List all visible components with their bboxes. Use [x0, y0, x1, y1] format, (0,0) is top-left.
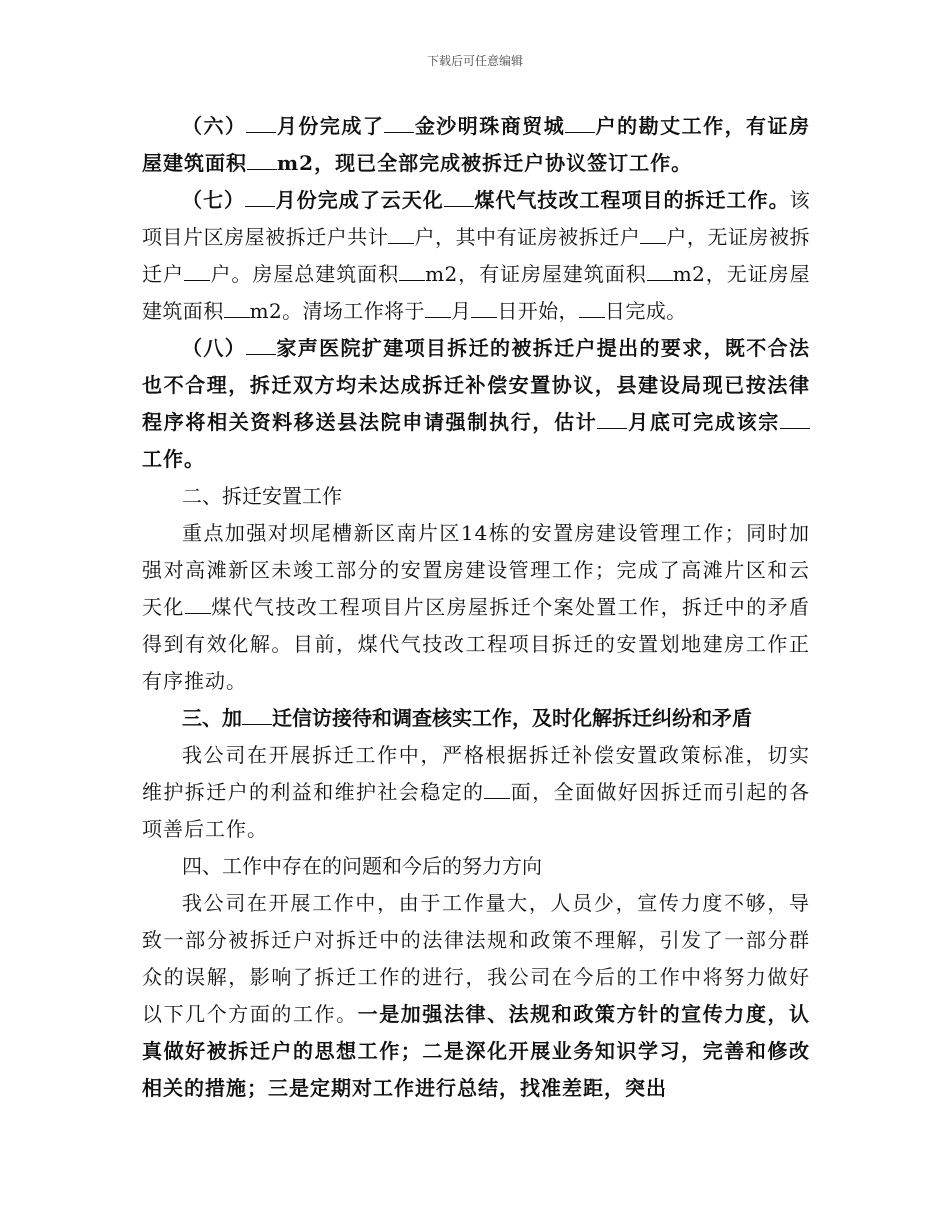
item-6-text: 户的勘丈工作，有证房屋建筑面积	[142, 114, 811, 175]
blank-field	[640, 242, 666, 244]
paragraph-item-6	[142, 108, 810, 182]
section-4-text: 一是加强法律、法规和政策方针的宣传力度，认真做好被拆迁户的思想工作；二是深化开展业务知识学习，完善和修改相关的措施；三是定期对工作进行总结，找准差距，突出	[142, 1002, 811, 1100]
section-3-text: 我公司在开展拆迁工作中，严格根据拆迁补偿安置政策标准，切实维护拆迁户的利益和维护社会稳定的	[142, 743, 810, 804]
blank-field	[242, 723, 272, 725]
page-header-note: 下载后可任意编辑	[426, 54, 523, 68]
section-heading-2: 二、拆迁安置工作	[182, 484, 342, 508]
item-7-text: 日完成。	[604, 299, 687, 323]
item-7-text: 煤代气技改工程项目的拆迁工作。	[473, 188, 790, 212]
item-7-label: （七）	[182, 188, 246, 212]
item-7-text: 该项目片区房屋被拆迁户共计	[142, 188, 811, 249]
paragraph-item-7	[142, 182, 810, 330]
item-7-text: m2。清场工作将于	[249, 299, 425, 323]
section-4-body	[142, 885, 810, 1107]
item-7-text: 月份完成了云天化	[275, 188, 444, 212]
section-heading-4: 四、工作中存在的问题和今后的努力方向	[182, 854, 542, 878]
item-7-text: 户，无证房被拆迁户	[142, 225, 810, 286]
blank-field	[184, 279, 210, 281]
section-3-title: 三、加	[182, 706, 242, 730]
blank-field	[647, 279, 673, 281]
item-6-text: m2，现已全部完成被拆迁户协议签订工作。	[277, 151, 693, 175]
section-heading-3	[142, 700, 810, 737]
item-7-text: 日开始，	[497, 299, 579, 323]
blank-field	[185, 612, 211, 614]
blank-field	[384, 131, 414, 133]
blank-field	[471, 316, 497, 318]
paragraph-item-8	[142, 330, 810, 478]
blank-field	[246, 353, 276, 355]
section-2-text: 煤代气技改工程项目片区房屋拆迁个案处置工作，拆迁中的矛盾得到有效化解。目前，煤代气技改工程项目拆迁的安置划地建房工作正有序推动。	[142, 595, 811, 693]
blank-field	[597, 427, 627, 429]
blank-field	[780, 427, 810, 429]
item-7-text: m2，有证房屋建筑面积	[425, 262, 647, 286]
section-2-text: 重点加强对坝尾槽新区南片区14栋的安置房建设管理工作；同时加强对高滩新区未竣工部分的安置房建设管理工作；完成了高滩片区和云天化	[142, 521, 810, 619]
blank-field	[484, 797, 510, 799]
blank-field	[246, 131, 276, 133]
section-3-body	[142, 737, 810, 848]
item-6-text: 月份完成了	[276, 114, 385, 138]
section-2-body	[142, 515, 810, 700]
item-8-text: 家声医院扩建项目拆迁的被拆迁户提出的要求，既不合法也不合理，拆迁双方均未达成拆迁补偿安置协议，县建设局现已按法律程序将相关资料移送县法院申请强制执行，估计	[142, 336, 811, 434]
blank-field	[247, 168, 277, 170]
item-7-text: m2，无证房屋建筑面积	[142, 262, 810, 323]
item-8-text: 工作。	[142, 447, 205, 471]
blank-field	[425, 316, 451, 318]
item-7-text: 月	[450, 299, 472, 323]
item-6-text: 金沙明珠商贸城	[414, 114, 566, 138]
section-3-title: 迁信访接待和调查核实工作，及时化解拆迁纠纷和矛盾	[272, 706, 752, 730]
item-7-text: 户。房屋总建筑面积	[209, 262, 400, 286]
blank-field	[399, 279, 425, 281]
blank-field	[579, 316, 605, 318]
blank-field	[388, 242, 414, 244]
item-8-label: （八）	[182, 336, 247, 360]
blank-field	[224, 316, 250, 318]
section-4-text: 我公司在开展工作中，由于工作量大，人员少，宣传力度不够，导致一部分被拆迁户对拆迁中的法律法规和政策不理解，引发了一部分群众的误解，影响了拆迁工作的进行，我公司在今后的工作中将努力做好以下几个方面的工作。	[142, 891, 810, 1026]
item-8-text: 月底可完成该宗	[627, 410, 781, 434]
item-7-text: 户，其中有证房被拆迁户	[414, 225, 641, 249]
blank-field	[245, 205, 275, 207]
item-6-label: （六）	[182, 114, 247, 138]
blank-field	[565, 131, 595, 133]
section-3-text: 面，全面做好因拆迁而引起的各项善后工作。	[142, 780, 811, 841]
blank-field	[444, 205, 474, 207]
document-body	[142, 108, 810, 1107]
